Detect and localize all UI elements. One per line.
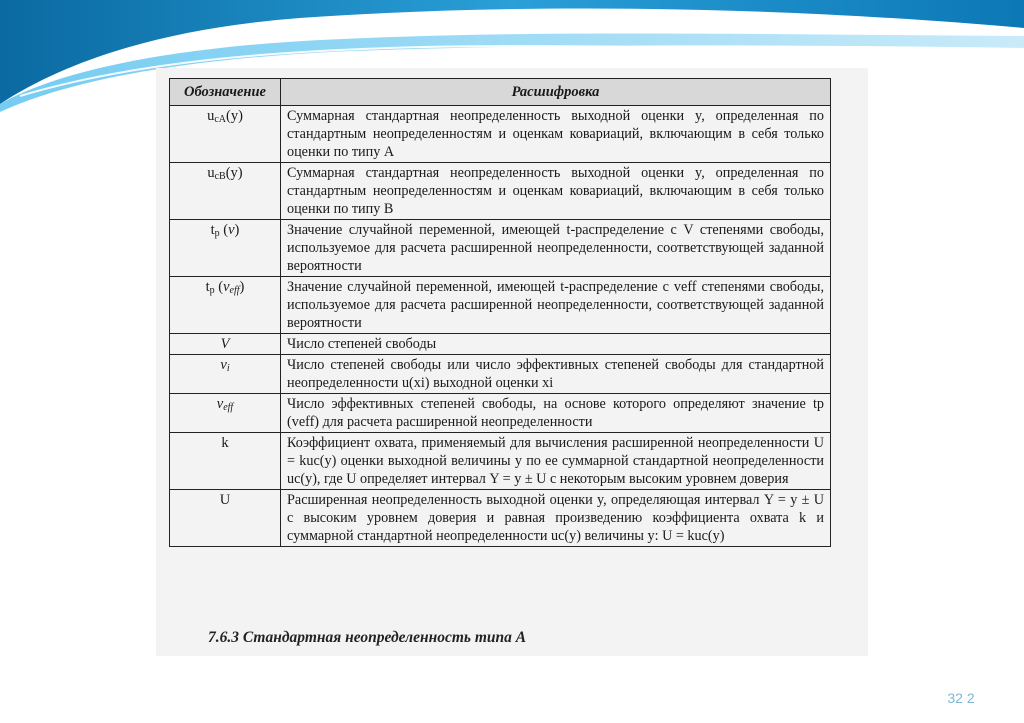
symbol-cell: $u_{cB}(y)$ <box>170 163 281 220</box>
description-cell: Суммарная стандартная неопределенность выходной оценки y, определенная по стандартным неопределенностям и оценкам ковариаций, включающим в себя только оценки по типу А <box>281 106 831 163</box>
symbol-cell: k <box>170 433 281 490</box>
table-row <box>170 220 831 277</box>
table-row <box>170 394 831 433</box>
symbol-cell: $v_i$ <box>170 355 281 394</box>
table-row <box>170 163 831 220</box>
table-row <box>170 277 831 334</box>
description-cell: Число эффективных степеней свободы, на основе которого определяют значение tp (veff) для расчета расширенной неопределенности <box>281 394 831 433</box>
header-symbol: Обозначение <box>170 79 281 106</box>
symbol-cell: U <box>170 490 281 547</box>
description-cell: Число степеней свободы <box>281 334 831 355</box>
table-row <box>170 334 831 355</box>
notation-table <box>169 78 831 547</box>
description-cell: Значение случайной переменной, имеющей t-распределение с veff степенями свободы, используемое для расчета расширенной неопределенности, соответствующей заданной вероятности <box>281 277 831 334</box>
symbol-cell: $t_p$ (v) <box>170 220 281 277</box>
description-cell: Число степеней свободы или число эффективных степеней свободы для стандартной неопределенности u(xi) выходной оценки xi <box>281 355 831 394</box>
section-title: 7.6.3 Стандартная неопределенность типа А <box>208 629 527 646</box>
document-scan <box>156 68 868 656</box>
table-row <box>170 106 831 163</box>
table-header-row <box>170 79 831 106</box>
table-row <box>170 490 831 547</box>
header-meaning: Расшифровка <box>281 79 831 106</box>
description-cell: Суммарная стандартная неопределенность выходной оценки y, определенная по стандартным неопределенностям и оценкам ковариаций, включающим в себя только оценки по типу В <box>281 163 831 220</box>
symbol-cell: $t_p$ $(v_{eff})$ <box>170 277 281 334</box>
symbol-cell: $v_{eff}$ <box>170 394 281 433</box>
symbol-cell: $u_{cA}(y)$ <box>170 106 281 163</box>
page-number: 32 2 <box>947 690 975 706</box>
description-cell: Расширенная неопределенность выходной оценки y, определяющая интервал Y = y ± U с высоким уровнем доверия и равная произведению коэффициента охвата k и суммарной стандартной неопределенности uc(y) величины y: U = kuc(y) <box>281 490 831 547</box>
table-row <box>170 433 831 490</box>
table-row <box>170 355 831 394</box>
description-cell: Коэффициент охвата, применяемый для вычисления расширенной неопределенности U = kuc(y) оценки выходной величины y по ее суммарной стандартной неопределенности uc(y), где U определяет интервал Y = y ± U с некоторым высоким уровнем доверия <box>281 433 831 490</box>
description-cell: Значение случайной переменной, имеющей t-распределение с V степенями свободы, используемое для расчета расширенной неопределенности, соответствующей заданной вероятности <box>281 220 831 277</box>
symbol-cell: V <box>170 334 281 355</box>
